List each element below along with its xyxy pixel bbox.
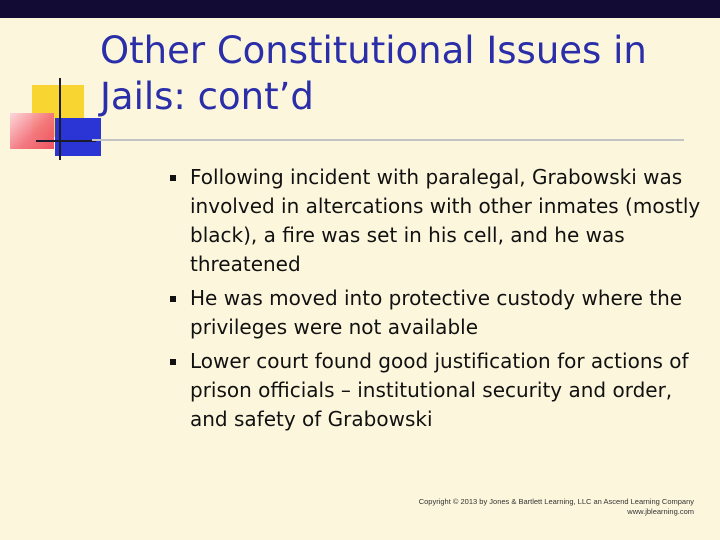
- decorative-blue-square: [55, 118, 101, 156]
- bullet-item: [168, 163, 708, 279]
- slide-title: Other Constitutional Issues in Jails: cont’d: [100, 29, 647, 118]
- publisher-url[interactable]: www.jblearning.com: [627, 507, 694, 516]
- square-bullet-icon: [170, 296, 176, 302]
- decorative-horizontal-line: [36, 140, 96, 142]
- bullet-text: Lower court found good justification for actions of prison officials – institutional security and order, and safety of Grabowski: [190, 349, 689, 431]
- bullet-item: [168, 347, 708, 434]
- bullet-list: [168, 163, 708, 439]
- top-bar: [0, 0, 720, 18]
- square-bullet-icon: [170, 175, 176, 181]
- title-underline: [92, 139, 684, 141]
- copyright-text: Copyright © 2013 by Jones & Bartlett Learning, LLC an Ascend Learning Company: [418, 497, 694, 506]
- copyright-footer: [419, 497, 694, 517]
- square-bullet-icon: [170, 359, 176, 365]
- decorative-vertical-line: [59, 78, 61, 160]
- bullet-text: He was moved into protective custody where the privileges were not available: [190, 286, 683, 339]
- bullet-text: Following incident with paralegal, Grabowski was involved in altercations with other inmates (mostly black), a fire was set in his cell, and he was threatened: [190, 165, 701, 276]
- bullet-item: [168, 284, 708, 342]
- decorative-pink-square: [10, 113, 54, 149]
